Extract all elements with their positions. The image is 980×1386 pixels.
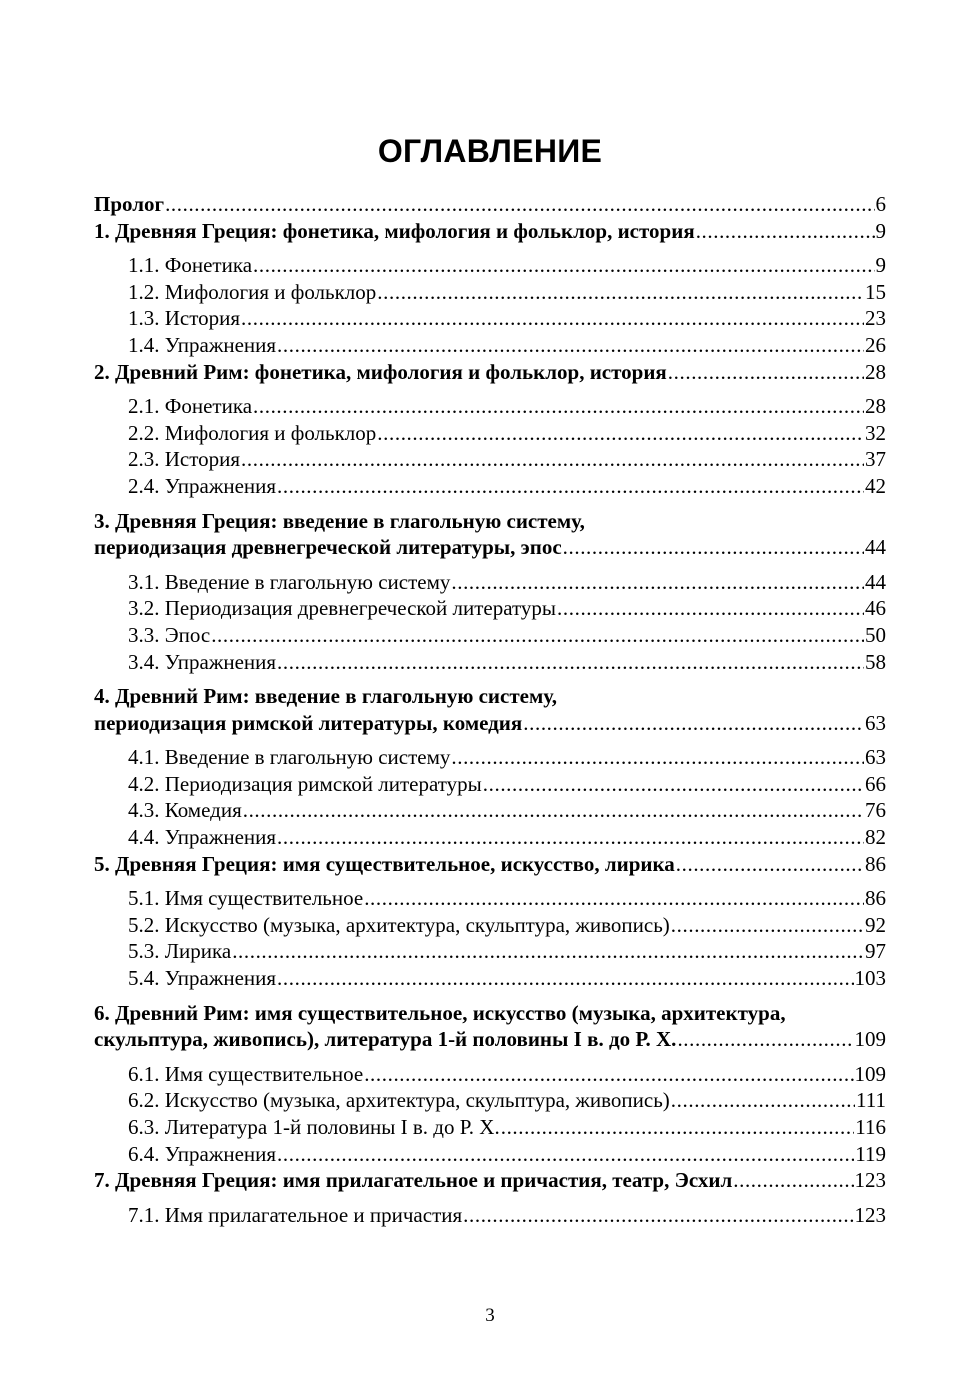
toc-entry-section[interactable] [94,473,886,500]
toc-entry-chapter[interactable] [94,851,886,878]
toc-entry-section[interactable] [94,1202,886,1229]
leader-dots [364,885,864,912]
toc-chapter-block [94,851,886,992]
leader-dots [677,1026,853,1053]
toc-entry-chapter[interactable] [94,534,886,561]
leader-dots [364,1061,853,1088]
toc-chapter-title-line[interactable]: 4. Древний Рим: введение в глагольную систему, [94,684,557,709]
toc-entry-section[interactable] [94,1061,886,1088]
toc-entry-section[interactable] [94,649,886,676]
toc-entry-section[interactable] [94,1114,886,1141]
leader-dots [165,191,874,218]
toc-page-number: 50 [865,622,886,647]
toc-label: скульптура, живопись), литература 1-й половины I в. до Р. Х. [94,1027,677,1052]
toc-label: 5. Древняя Греция: имя существительное, искусство, лирика [94,851,675,876]
toc-label: 1.3. История [128,306,241,331]
toc-label: 6.2. Искусство (музыка, архитектура, скульптура, живопись) [128,1088,670,1113]
toc-chapter-block [94,508,886,676]
toc-label: 1.2. Мифология и фольклор [128,279,377,304]
leader-dots [277,649,864,676]
toc-page-number: 28 [865,394,886,419]
toc-page-number: 92 [865,912,886,937]
toc-label: 1.1. Фонетика [128,253,253,278]
toc-entry-section[interactable] [94,595,886,622]
toc-page-number: 123 [854,1168,886,1193]
toc-label: 3.1. Введение в глагольную систему [128,569,451,594]
leader-dots [277,1141,854,1168]
toc-entry-chapter[interactable] [94,1167,886,1194]
toc-page-number: 116 [855,1115,886,1139]
leader-dots [241,305,864,332]
toc-label: 5.4. Упражнения [128,966,277,991]
toc-entry-section[interactable] [94,252,886,279]
toc-label: 3.3. Эпос [128,622,211,647]
toc-entry-section[interactable] [94,1087,886,1114]
toc-page-number: 44 [865,535,886,560]
toc-chapter-block [94,218,886,359]
toc-label: 1.4. Упражнения [128,332,277,357]
toc-label: 2.3. История [128,447,241,472]
leader-dots [668,359,864,386]
toc-chapter-title-line[interactable]: 6. Древний Рим: имя существительное, искусство (музыка, архитектура, [94,1000,786,1025]
toc-entry-section[interactable] [94,622,886,649]
toc-page-number: 76 [865,798,886,823]
toc-page-number: 6 [875,192,886,216]
leader-dots [451,744,864,771]
toc-chapter-block [94,683,886,851]
toc-entry-chapter[interactable] [94,359,886,386]
toc-label: периодизация римской литературы, комедия [94,710,523,735]
toc-page-number: 37 [865,447,886,472]
toc-label: периодизация древнегреческой литературы, эпос [94,535,562,560]
toc-chapter-title-line[interactable]: 3. Древняя Греция: введение в глагольную систему, [94,508,585,533]
toc-page-number: 119 [855,1141,886,1166]
toc-entry-section[interactable] [94,912,886,939]
toc-page-number: 42 [865,473,886,498]
leader-dots [243,797,864,824]
leader-dots [671,912,864,939]
toc-page-number: 63 [865,710,886,735]
toc-page-number: 86 [865,886,886,911]
leader-dots [253,252,874,279]
toc-page-number: 58 [865,649,886,674]
toc-chapter-block [94,359,886,500]
toc-entry-section[interactable] [94,885,886,912]
toc-page-number: 97 [865,939,886,964]
toc-label: 3.2. Периодизация древнегреческой литературы [128,596,557,621]
toc-page-number: 109 [854,1061,886,1086]
toc-page-number: 46 [865,596,886,621]
toc-entry-section[interactable] [94,393,886,420]
toc-entry-section[interactable] [94,569,886,596]
leader-dots [377,279,864,306]
toc-entry-section[interactable] [94,279,886,306]
toc-label: 6.4. Упражнения [128,1141,277,1166]
toc-entry-section[interactable] [94,797,886,824]
toc-entry-section[interactable] [94,420,886,447]
page-title: ОГЛАВЛЕНИЕ [377,133,603,169]
toc-entry-chapter[interactable] [94,1026,886,1053]
toc-chapter-block [94,1167,886,1228]
toc-label: 4.2. Периодизация римской литературы [128,771,482,796]
leader-dots [211,622,864,649]
leader-dots [696,218,875,245]
toc-page-number: 26 [865,332,886,357]
toc-entry-section[interactable] [94,332,886,359]
toc-chapter-block [94,1000,886,1168]
chapter-list [94,218,886,1229]
toc-label: 5.1. Имя существительное [128,886,364,911]
toc-page-number: 9 [875,253,886,278]
leader-dots [277,824,864,851]
toc-page-number: 66 [865,771,886,796]
toc-entry-prolog[interactable] [94,191,886,218]
toc-label: 6.1. Имя существительное [128,1061,364,1086]
toc-label: 4.1. Введение в глагольную систему [128,745,451,770]
leader-dots [451,569,864,596]
toc-label: 2. Древний Рим: фонетика, мифология и фольклор, история [94,359,667,384]
toc-page-number: 123 [854,1202,886,1227]
leader-dots [483,771,864,798]
toc-label: 6.3. Литература 1-й половины I в. до Р. Х. [128,1115,500,1139]
leader-dots [277,332,864,359]
toc-page-number: 28 [865,359,886,384]
leader-dots [277,965,853,992]
toc-page-number: 111 [856,1088,886,1113]
toc-page-number: 109 [854,1027,886,1052]
toc-page-number: 82 [865,825,886,850]
toc-label: 2.4. Упражнения [128,473,277,498]
toc-entry-section[interactable] [94,771,886,798]
toc-label: 3.4. Упражнения [128,649,277,674]
toc-page-number: 9 [875,218,886,243]
toc-label: 5.3. Лирика [128,939,232,964]
leader-dots [377,420,864,447]
toc-entry-section[interactable] [94,446,886,473]
toc-page-number: 44 [865,569,886,594]
leader-dots [253,393,864,420]
toc-entry-chapter[interactable] [94,710,886,737]
toc-page-number: 103 [854,966,886,991]
toc-entry-section[interactable] [94,938,886,965]
toc-entry-section[interactable] [94,744,886,771]
toc-label: Пролог [94,192,165,216]
toc-label: 2.1. Фонетика [128,394,253,419]
toc-label: 7.1. Имя прилагательное и причастия [128,1202,463,1227]
leader-dots [501,1114,855,1141]
leader-dots [563,534,864,561]
toc-page-number: 23 [865,306,886,331]
toc-label: 7. Древняя Греция: имя прилагательное и причастия, театр, Эсхил [94,1168,733,1193]
table-of-contents [94,191,886,1228]
toc-entry-section[interactable] [94,305,886,332]
toc-page-number: 86 [865,851,886,876]
toc-entry-section[interactable] [94,824,886,851]
toc-label: 4.4. Упражнения [128,825,277,850]
toc-label: 4.3. Комедия [128,798,242,823]
toc-label: 1. Древняя Греция: фонетика, мифология и фольклор, история [94,218,695,243]
leader-dots [676,851,864,878]
page-footer-number: 3 [485,1305,495,1326]
leader-dots [241,446,864,473]
toc-entry-section[interactable] [94,965,886,992]
toc-entry-section[interactable] [94,1141,886,1168]
leader-dots [557,595,864,622]
toc-page-number: 32 [865,420,886,445]
toc-label: 5.2. Искусство (музыка, архитектура, скульптура, живопись) [128,912,670,937]
toc-page-number: 15 [865,279,886,304]
leader-dots [523,710,864,737]
toc-page-number: 63 [865,745,886,770]
leader-dots [277,473,864,500]
toc-entry-chapter[interactable] [94,218,886,245]
leader-dots [733,1167,853,1194]
leader-dots [463,1202,853,1229]
toc-label: 2.2. Мифология и фольклор [128,420,377,445]
leader-dots [232,938,864,965]
leader-dots [671,1087,855,1114]
